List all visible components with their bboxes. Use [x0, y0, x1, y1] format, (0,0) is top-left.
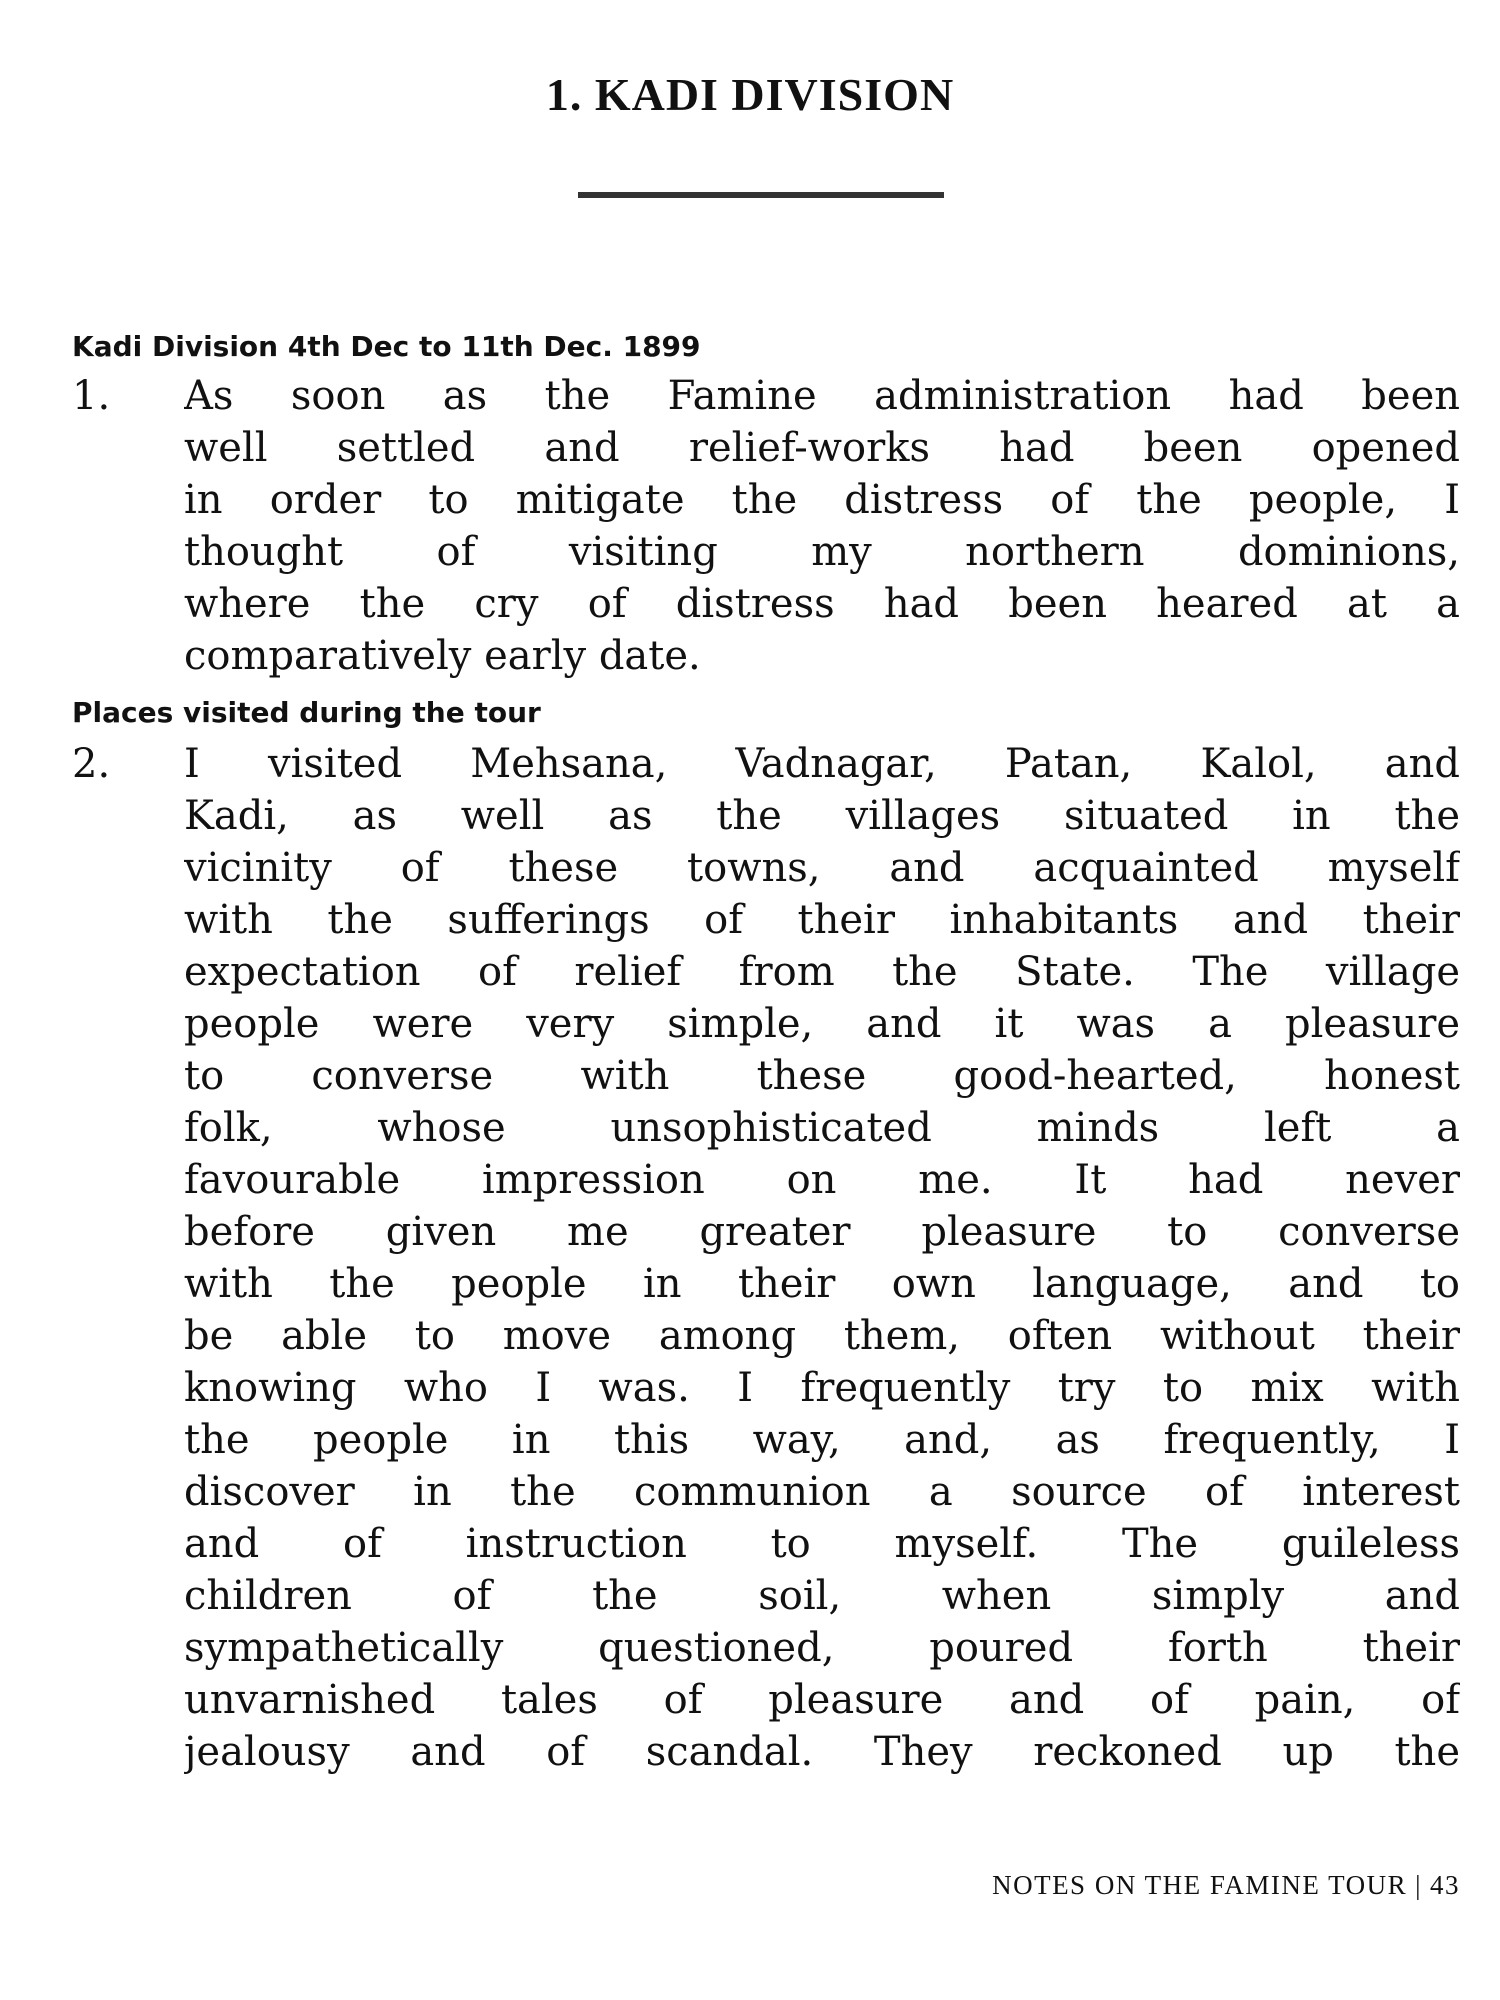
text-line: where the cry of distress had been heared at a: [184, 581, 1460, 627]
text-line: the people in this way, and, as frequently, I: [184, 1417, 1460, 1463]
title-rule: [578, 192, 944, 198]
text-line: to converse with these good-hearted, honest: [184, 1053, 1460, 1099]
text-line: expectation of relief from the State. The village: [184, 949, 1460, 995]
text-line: with the sufferings of their inhabitants and their: [184, 897, 1460, 943]
text-line: in order to mitigate the distress of the people, I: [184, 477, 1460, 523]
chapter-title: 1. KADI DIVISION: [545, 69, 955, 120]
text-line: knowing who I was. I frequently try to mix with: [184, 1365, 1460, 1411]
text-line: and of instruction to myself. The guileless: [184, 1521, 1460, 1567]
text-line: folk, whose unsophisticated minds left a: [184, 1105, 1460, 1151]
text-line: jealousy and of scandal. They reckoned up the: [184, 1729, 1460, 1775]
section-heading: Kadi Division 4th Dec to 11th Dec. 1899: [72, 330, 701, 363]
text-line: unvarnished tales of pleasure and of pain, of: [184, 1677, 1460, 1723]
text-line: with the people in their own language, and to: [184, 1261, 1460, 1307]
paragraph-number: 1.: [72, 373, 111, 419]
text-line: children of the soil, when simply and: [184, 1573, 1460, 1619]
text-line: I visited Mehsana, Vadnagar, Patan, Kalol, and: [184, 741, 1460, 787]
text-line: favourable impression on me. It had never: [184, 1157, 1460, 1203]
text-line: vicinity of these towns, and acquainted myself: [184, 845, 1460, 891]
page-footer: [992, 1870, 1460, 1901]
text-line: before given me greater pleasure to converse: [184, 1209, 1460, 1255]
paragraph-number: 2.: [72, 741, 111, 787]
paragraph-body: [184, 370, 1460, 682]
text-line: Kadi, as well as the villages situated in the: [184, 793, 1460, 839]
text-line: thought of visiting my northern dominions,: [184, 529, 1460, 575]
text-line: be able to move among them, often without their: [184, 1313, 1460, 1359]
text-line: well settled and relief-works had been opened: [184, 425, 1460, 471]
paragraph-body: [184, 738, 1460, 1778]
text-line: people were very simple, and it was a pleasure: [184, 1001, 1460, 1047]
text-line: discover in the communion a source of interest: [184, 1469, 1460, 1515]
page-number: 43: [1430, 1870, 1460, 1900]
text-line: sympathetically questioned, poured forth their: [184, 1625, 1460, 1671]
section-heading: Places visited during the tour: [72, 696, 541, 729]
running-title: NOTES ON THE FAMINE TOUR: [992, 1870, 1408, 1900]
text-line: As soon as the Famine administration had been: [184, 373, 1460, 419]
footer-separator: |: [1415, 1870, 1422, 1900]
text-line: comparatively early date.: [184, 633, 701, 679]
